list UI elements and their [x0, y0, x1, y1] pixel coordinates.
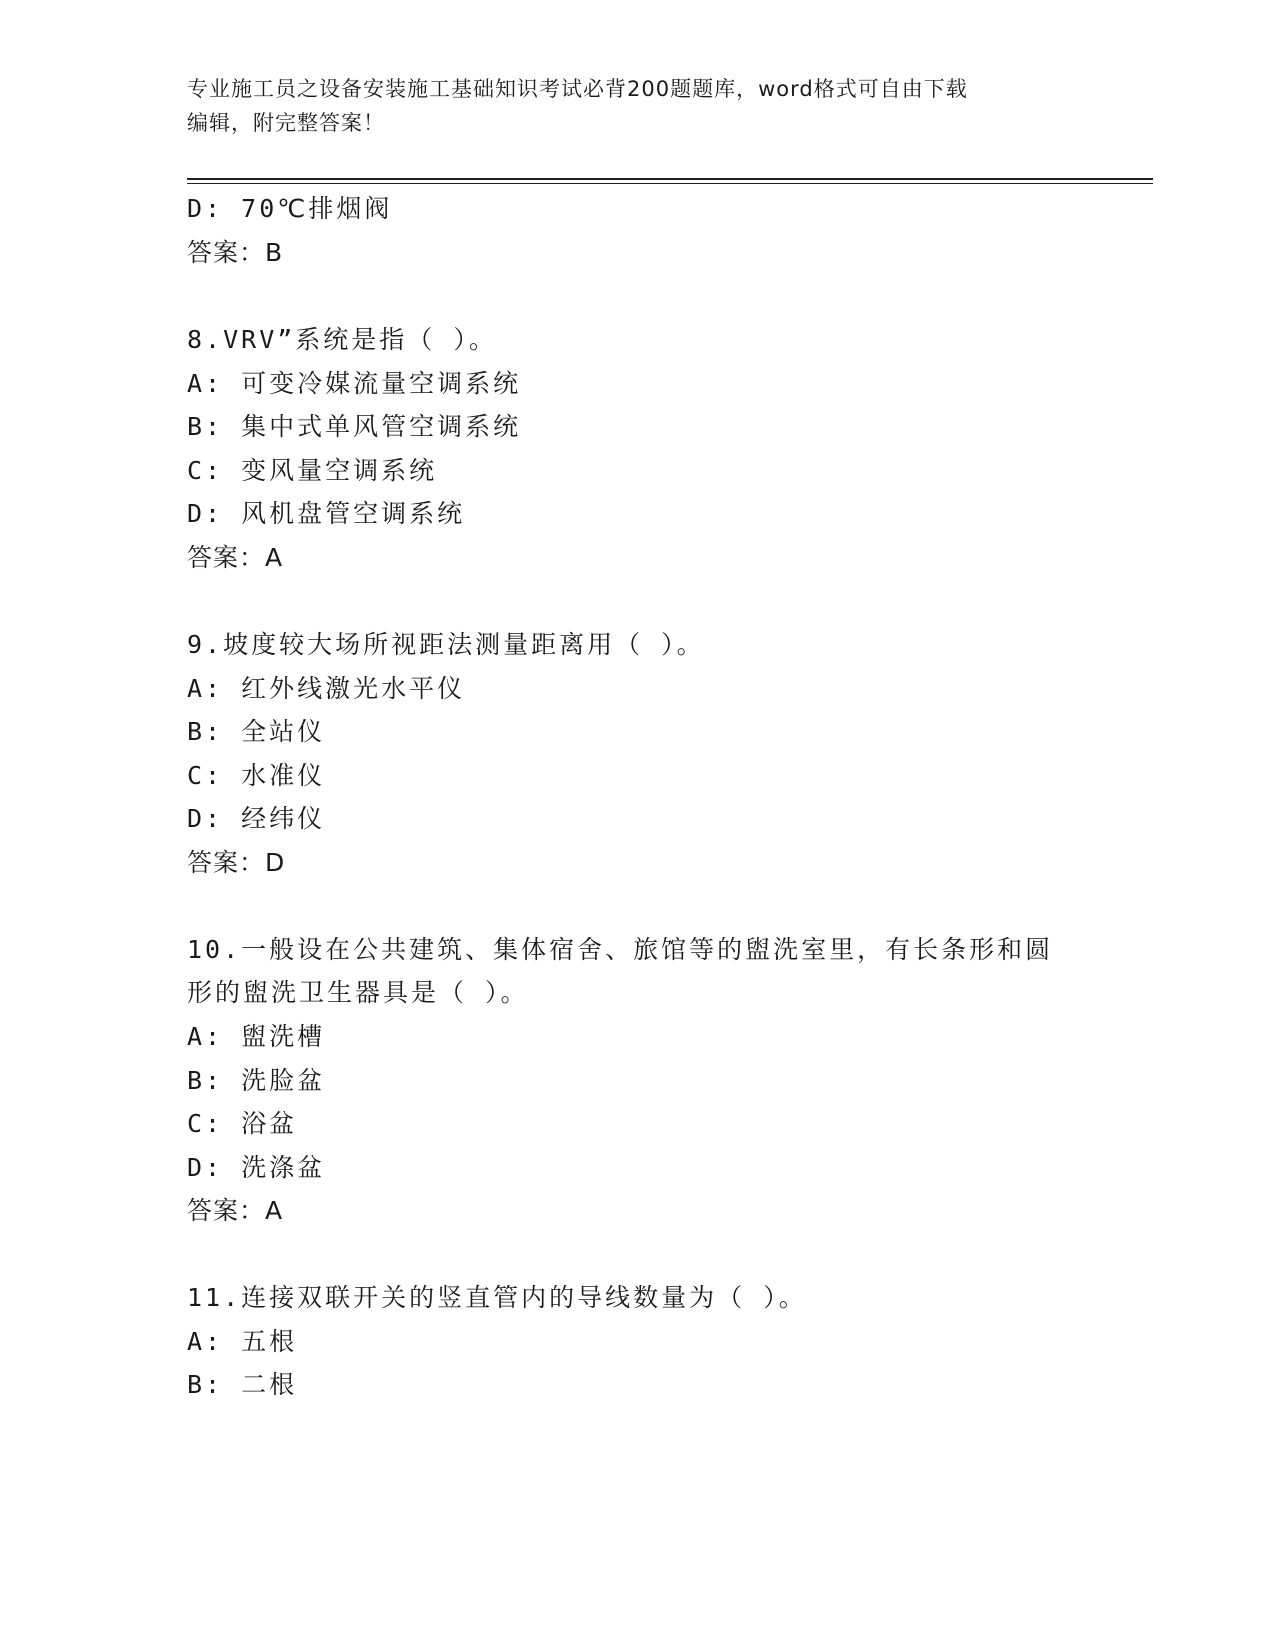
question-11-stem: 11.连接双联开关的竖直管内的导线数量为（ ）。 [187, 1283, 807, 1312]
question-10-answer: 答案：A [187, 1196, 284, 1225]
question-8-stem: 8.VRV”系统是指（ ）。 [187, 325, 497, 354]
question-10-option-a: A: 盥洗槽 [187, 1022, 326, 1051]
question-9-answer: 答案：D [187, 848, 286, 877]
question-11-option-b: B: 二根 [187, 1370, 298, 1399]
question-9-stem: 9.坡度较大场所视距法测量距离用（ ）。 [187, 630, 705, 659]
document-header [187, 72, 1087, 140]
question-10-option-d: D: 洗涤盆 [187, 1153, 326, 1182]
question-11-option-a: A: 五根 [187, 1327, 298, 1356]
question-9-option-b: B: 全站仪 [187, 717, 326, 746]
question-10-stem-line-2: 形的盥洗卫生器具是（ ）。 [187, 978, 529, 1007]
header-divider-thin [187, 183, 1153, 184]
question-9-option-d: D: 经纬仪 [187, 804, 326, 833]
question-9-option-a: A: 红外线激光水平仪 [187, 674, 466, 703]
question-8-option-d: D: 风机盘管空调系统 [187, 499, 466, 528]
question-8-option-c: C: 变风量空调系统 [187, 456, 438, 485]
question-8-answer: 答案：A [187, 543, 284, 572]
prev-question-option-d: D: 70℃排烟阀 [187, 194, 393, 223]
prev-question-answer: 答案：B [187, 238, 284, 267]
question-10-option-c: C: 浴盆 [187, 1109, 298, 1138]
question-10-stem-line-1: 10.一般设在公共建筑、集体宿舍、旅馆等的盥洗室里，有长条形和圆 [187, 935, 1054, 964]
question-9-option-c: C: 水准仪 [187, 761, 326, 790]
question-8-option-a: A: 可变冷媒流量空调系统 [187, 369, 522, 398]
question-10-option-b: B: 洗脸盆 [187, 1066, 326, 1095]
header-title-line-1: 专业施工员之设备安装施工基础知识考试必背200题题库，word格式可自由下载 [187, 77, 968, 101]
header-title-line-2: 编辑，附完整答案！ [187, 111, 385, 135]
question-8-option-b: B: 集中式单风管空调系统 [187, 412, 522, 441]
header-divider-thick [187, 178, 1153, 180]
